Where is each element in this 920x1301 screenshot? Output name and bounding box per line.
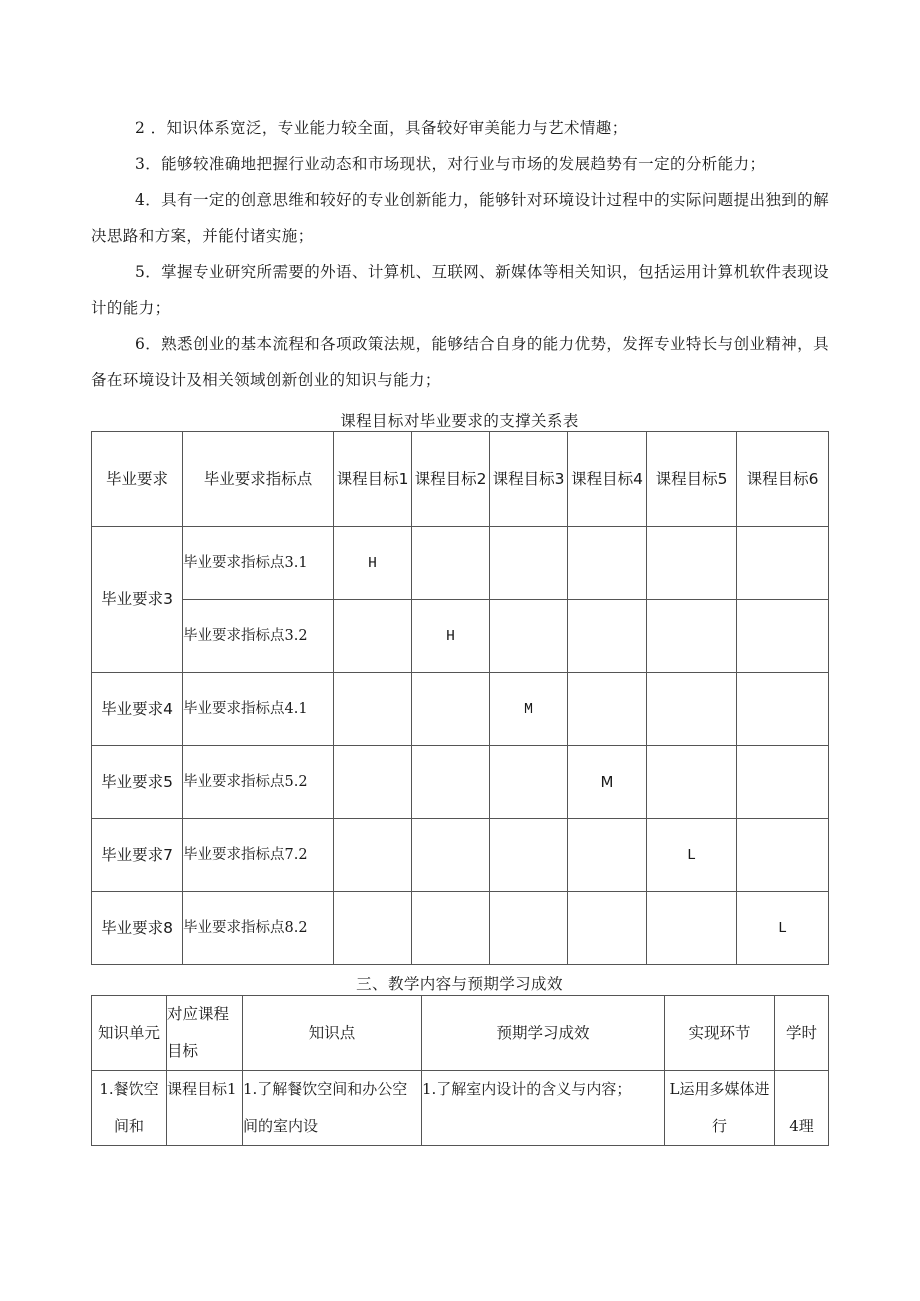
requirement-point-cell: 毕业要求指标点3.2 [183, 600, 334, 673]
table-row [92, 673, 829, 746]
table-row [92, 892, 829, 965]
table-header-row [92, 432, 829, 527]
mark-cell [412, 892, 490, 965]
knowledge-unit-cell: 1.餐饮空间和 [92, 1071, 167, 1146]
mark-cell [568, 527, 647, 600]
header-graduation-requirement: 毕业要求 [92, 432, 183, 527]
mark-cell: M [490, 673, 568, 746]
requirement-cell: 毕业要求3 [92, 527, 183, 673]
mark-cell [490, 746, 568, 819]
mark-cell [568, 600, 647, 673]
table-row [92, 819, 829, 892]
mark-cell [412, 673, 490, 746]
requirement-cell: 毕业要求8 [92, 892, 183, 965]
header-course-goal: 对应课程目标 [167, 996, 243, 1071]
requirement-cell: 毕业要求4 [92, 673, 183, 746]
mark-cell: L [647, 819, 737, 892]
mark-cell [334, 892, 412, 965]
expected-outcome-cell: 1.了解室内设计的含义与内容； [422, 1071, 665, 1146]
mark-cell: H [412, 600, 490, 673]
mark-cell: L [737, 892, 829, 965]
mark-cell [490, 527, 568, 600]
mark-cell [490, 892, 568, 965]
paragraph-item-2: 2 ．知识体系宽泛，专业能力较全面，具备较好审美能力与艺术情趣； [135, 119, 628, 137]
mark-cell [737, 527, 829, 600]
mark-cell [490, 819, 568, 892]
header-implementation: 实现环节 [665, 996, 775, 1071]
table-caption: 课程目标对毕业要求的支撑关系表 [340, 412, 579, 430]
mark-cell [737, 600, 829, 673]
requirement-point-cell: 毕业要求指标点3.1 [183, 527, 334, 600]
header-goal-1: 课程目标1 [334, 432, 412, 527]
requirement-point-cell: 毕业要求指标点4.1 [183, 673, 334, 746]
table-row [92, 527, 829, 600]
mark-cell [647, 527, 737, 600]
mark-cell [568, 892, 647, 965]
mark-cell [737, 746, 829, 819]
table-row [92, 1071, 829, 1146]
mark-cell [647, 673, 737, 746]
mark-cell [647, 892, 737, 965]
mark-cell [334, 673, 412, 746]
teaching-content-table [91, 995, 829, 1146]
header-goal-6: 课程目标6 [737, 432, 829, 527]
mark-cell [334, 600, 412, 673]
paragraph-item-6: 6．熟悉创业的基本流程和各项政策法规，能够结合自身的能力优势，发挥专业特长与创业精神，具备在环境设计及相关领域创新创业的知识与能力； [91, 335, 829, 389]
header-goal-4: 课程目标4 [568, 432, 647, 527]
header-requirement-point: 毕业要求指标点 [183, 432, 334, 527]
mark-cell [568, 819, 647, 892]
mark-cell [490, 600, 568, 673]
header-hours: 学时 [775, 996, 829, 1071]
requirement-cell: 毕业要求7 [92, 819, 183, 892]
requirement-point-cell: 毕业要求指标点5.2 [183, 746, 334, 819]
header-knowledge-point: 知识点 [243, 996, 422, 1071]
paragraph-item-4: 4．具有一定的创意思维和较好的专业创新能力，能够针对环境设计过程中的实际问题提出独到的解决思路和方案，并能付诸实施； [91, 191, 829, 245]
mark-cell [647, 746, 737, 819]
header-expected-outcome: 预期学习成效 [422, 996, 665, 1071]
table-header-row [92, 996, 829, 1071]
mark-cell: H [334, 527, 412, 600]
mark-cell [647, 600, 737, 673]
mark-cell [568, 673, 647, 746]
mark-cell [737, 673, 829, 746]
mark-cell [412, 527, 490, 600]
header-goal-2: 课程目标2 [412, 432, 490, 527]
support-relationship-table [91, 431, 829, 965]
implementation-cell: L运用多媒体进行 [665, 1071, 775, 1146]
header-goal-5: 课程目标5 [647, 432, 737, 527]
mark-cell: M [568, 746, 647, 819]
table-row [92, 600, 829, 673]
header-knowledge-unit: 知识单元 [92, 996, 167, 1071]
header-goal-3: 课程目标3 [490, 432, 568, 527]
course-goal-cell: 课程目标1 [167, 1071, 243, 1146]
section-title: 三、教学内容与预期学习成效 [356, 975, 563, 993]
requirement-cell: 毕业要求5 [92, 746, 183, 819]
mark-cell [334, 746, 412, 819]
requirement-point-cell: 毕业要求指标点7.2 [183, 819, 334, 892]
mark-cell [412, 746, 490, 819]
mark-cell [737, 819, 829, 892]
paragraph-item-3: 3．能够较准确地把握行业动态和市场现状，对行业与市场的发展趋势有一定的分析能力； [135, 155, 766, 173]
hours-cell: 4理 [775, 1071, 829, 1146]
mark-cell [334, 819, 412, 892]
mark-cell [412, 819, 490, 892]
paragraph-item-5: 5．掌握专业研究所需要的外语、计算机、互联网、新媒体等相关知识，包括运用计算机软件表现设计的能力； [91, 263, 829, 317]
requirement-point-cell: 毕业要求指标点8.2 [183, 892, 334, 965]
knowledge-point-cell: 1.了解餐饮空间和办公空间的室内设 [243, 1071, 422, 1146]
table-row [92, 746, 829, 819]
